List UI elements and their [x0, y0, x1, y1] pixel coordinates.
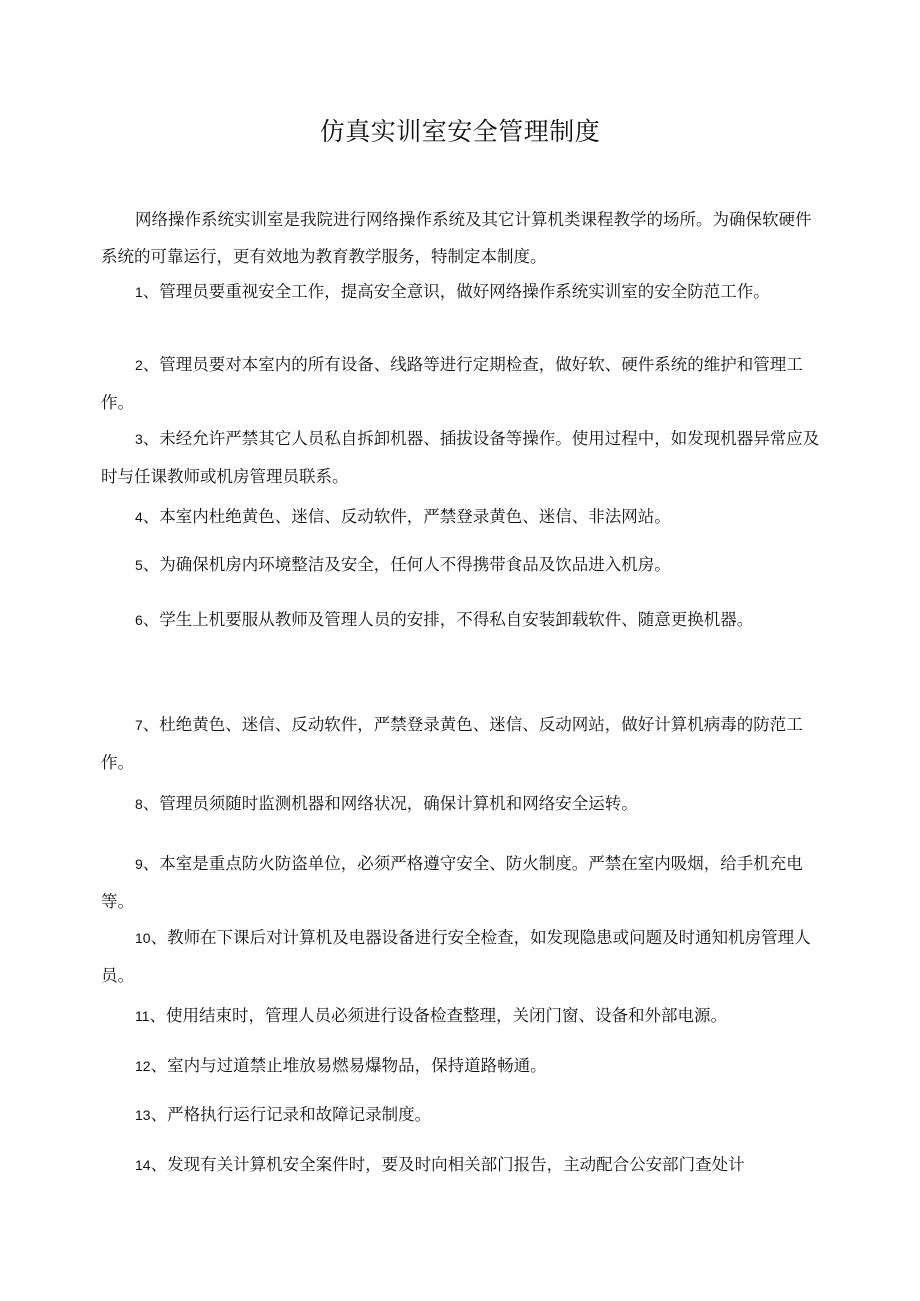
rule-text: 、管理员要重视安全工作，提高安全意识，做好网络操作系统实训室的安全防范工作。 — [142, 282, 770, 301]
rule-item-11 — [101, 997, 827, 1035]
rule-item-8 — [101, 785, 827, 823]
rule-number: 9 — [135, 856, 143, 872]
rule-number: 8 — [135, 796, 143, 812]
rule-text: 、未经允许严禁其它人员私自拆卸机器、插拔设备等操作。使用过程中，如发现机器异常应及时与任课教师或机房管理员联系。 — [101, 429, 820, 486]
rule-number: 2 — [135, 357, 143, 373]
rule-item-7 — [101, 706, 827, 781]
rule-number: 10 — [135, 930, 151, 946]
rule-item-12 — [101, 1047, 827, 1085]
rule-number: 13 — [135, 1107, 151, 1123]
rule-item-2 — [101, 346, 827, 421]
intro-paragraph: 网络操作系统实训室是我院进行网络操作系统及其它计算机类课程教学的场所。为确保软硬件系统的可靠运行，更有效地为教育教学服务，特制定本制度。 — [101, 210, 812, 266]
rule-item-5 — [101, 546, 827, 584]
rule-item-10 — [101, 919, 827, 994]
rule-item-14 — [101, 1146, 827, 1184]
rule-text: 、学生上机要服从教师及管理人员的安排，不得私自安装卸载软件、随意更换机器。 — [142, 610, 754, 629]
rule-text: 、本室是重点防火防盗单位，必须严格遵守安全、防火制度。严禁在室内吸烟，给手机充电等。 — [101, 854, 803, 911]
rule-number: 1 — [135, 284, 143, 300]
rule-item-3 — [101, 420, 827, 495]
rule-text: 、发现有关计算机安全案件时，要及时向相关部门报告，主动配合公安部门查处计 — [150, 1155, 745, 1174]
rule-text: 、教师在下课后对计算机及电器设备进行安全检查，如发现隐患或问题及时通知机房管理人员。 — [101, 928, 811, 985]
rule-number: 5 — [135, 557, 143, 573]
rule-text: 、为确保机房内环境整洁及安全，任何人不得携带食品及饮品进入机房。 — [142, 555, 671, 574]
rule-number: 12 — [135, 1058, 151, 1074]
rule-text: 、室内与过道禁止堆放易燃易爆物品，保持道路畅通。 — [150, 1056, 547, 1075]
page-title: 仿真实训室安全管理制度 — [319, 117, 601, 146]
rule-text: 、杜绝黄色、迷信、反动软件，严禁登录黄色、迷信、反动网站，做好计算机病毒的防范工作。 — [101, 715, 803, 772]
rule-item-9 — [101, 845, 827, 920]
rule-text: 、本室内杜绝黄色、迷信、反动软件，严禁登录黄色、迷信、非法网站。 — [142, 507, 671, 526]
rule-number: 11 — [135, 1008, 150, 1024]
rule-number: 6 — [135, 612, 143, 628]
rule-number: 7 — [135, 717, 143, 733]
rule-text: 、严格执行运行记录和故障记录制度。 — [150, 1105, 432, 1124]
rule-item-1 — [101, 273, 827, 311]
rule-item-13 — [101, 1096, 827, 1134]
rule-item-4 — [101, 498, 827, 536]
rule-number: 4 — [135, 509, 143, 525]
rule-number: 3 — [135, 431, 143, 447]
rule-text: 、管理员要对本室内的所有设备、线路等进行定期检查，做好软、硬件系统的维护和管理工作。 — [101, 355, 803, 412]
rule-text: 、使用结束时，管理人员必须进行设备检查整理，关闭门窗、设备和外部电源。 — [149, 1006, 728, 1025]
rule-number: 14 — [135, 1157, 151, 1173]
rule-item-6 — [101, 595, 827, 645]
rule-text: 、管理员须随时监测机器和网络状况，确保计算机和网络安全运转。 — [142, 794, 638, 813]
